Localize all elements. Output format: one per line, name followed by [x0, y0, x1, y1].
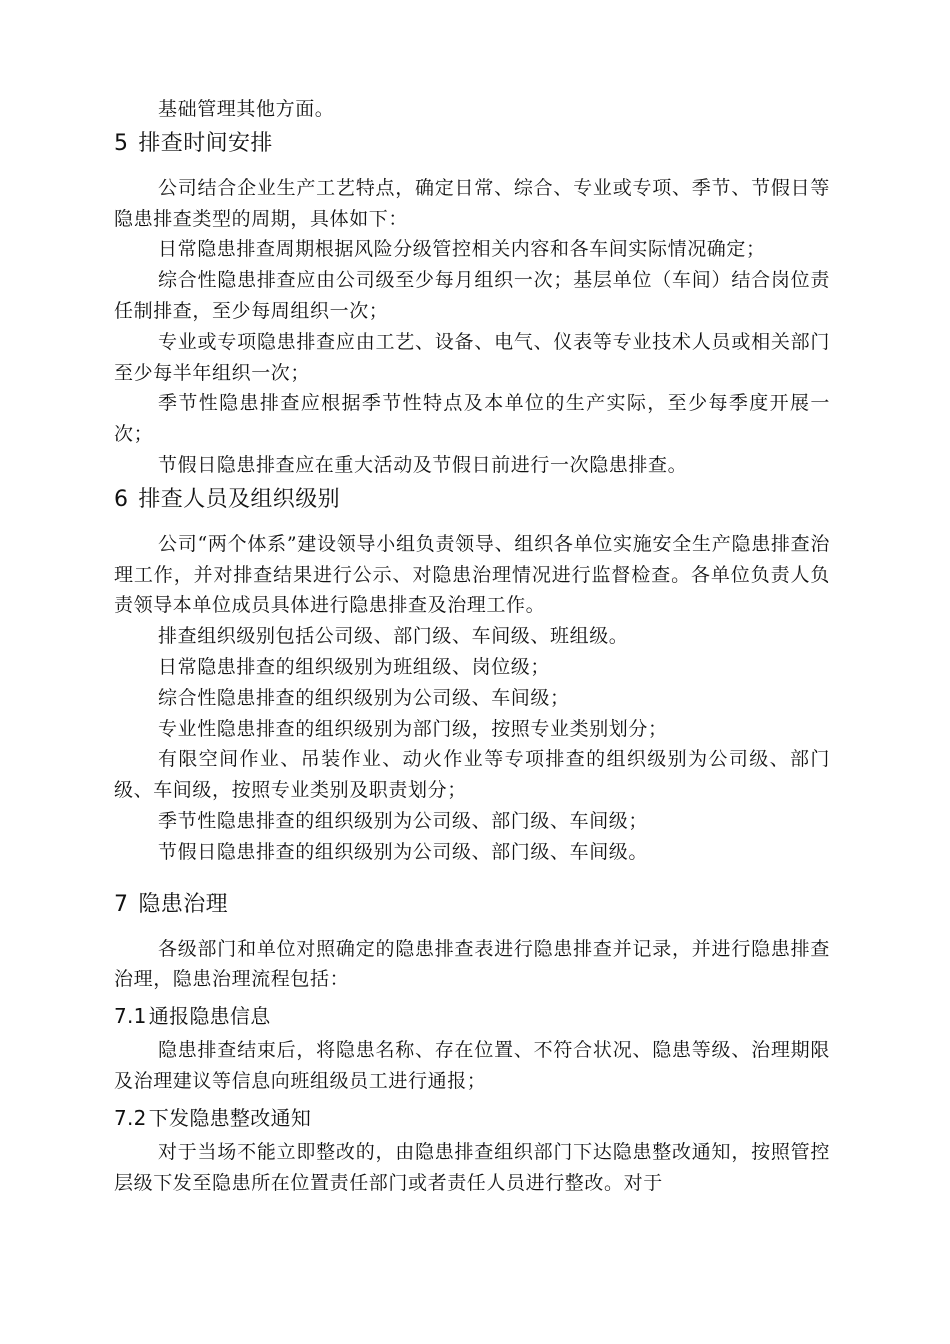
paragraph: 各级部门和单位对照确定的隐患排查表进行隐患排查并记录，并进行隐患排查治理，隐患治理流程包括：	[114, 937, 830, 991]
section-title: 隐患治理	[138, 891, 229, 917]
document-body	[114, 94, 830, 1198]
paragraph: 对于当场不能立即整改的，由隐患排查组织部门下达隐患整改通知，按照管控层级下发至隐患所在位置责任部门或者责任人员进行整改。对于	[114, 1140, 830, 1194]
paragraph: 公司“两个体系”建设领导小组负责领导、组织各单位实施安全生产隐患排查治理工作，并对排查结果进行公示、对隐患治理情况进行监督检查。各单位负责人负责领导本单位成员具体进行隐患排查及治理工作。	[114, 532, 830, 617]
paragraph: 节假日隐患排查的组织级别为公司级、部门级、车间级。	[158, 840, 649, 863]
paragraph: 有限空间作业、吊装作业、动火作业等专项排查的组织级别为公司级、部门级、车间级，按照专业类别及职责划分；	[114, 748, 830, 802]
subsection-7-2-heading	[114, 1103, 830, 1133]
section-5-heading	[114, 129, 830, 159]
section-7-heading	[114, 890, 830, 920]
section-number: 7	[114, 891, 129, 917]
paragraph: 专业性隐患排查的组织级别为部门级，按照专业类别划分；	[158, 717, 668, 740]
subsection-title: 通报隐患信息	[148, 1004, 271, 1029]
section-number: 5	[114, 130, 129, 156]
paragraph: 专业或专项隐患排查应由工艺、设备、电气、仪表等专业技术人员或相关部门至少每半年组织一次；	[114, 330, 830, 384]
paragraph: 隐患排查结束后，将隐患名称、存在位置、不符合状况、隐患等级、治理期限及治理建议等信息向班组级员工进行通报；	[114, 1039, 830, 1092]
paragraph: 基础管理其他方面。	[158, 98, 335, 120]
paragraph: 节假日隐患排查应在重大活动及节假日前进行一次隐患排查。	[158, 453, 688, 476]
subsection-number: 7.2	[114, 1105, 147, 1130]
subsection-title: 下发隐患整改通知	[148, 1105, 312, 1130]
subsection-7-1-heading	[114, 1001, 830, 1031]
section-title: 排查人员及组织级别	[138, 486, 341, 512]
paragraph: 日常隐患排查的组织级别为班组级、岗位级；	[158, 655, 551, 678]
paragraph: 日常隐患排查周期根据风险分级管控相关内容和各车间实际情况确定；	[158, 238, 766, 261]
paragraph: 综合性隐患排查应由公司级至少每月组织一次；基层单位（车间）结合岗位责任制排查，至少每周组织一次；	[114, 269, 830, 322]
paragraph: 公司结合企业生产工艺特点，确定日常、综合、专业或专项、季节、节假日等隐患排查类型的周期，具体如下：	[114, 176, 830, 230]
paragraph: 综合性隐患排查的组织级别为公司级、车间级；	[158, 686, 570, 709]
subsection-number: 7.1	[114, 1004, 147, 1029]
section-number: 6	[114, 486, 129, 512]
section-title: 排查时间安排	[138, 130, 273, 156]
paragraph: 季节性隐患排查应根据季节性特点及本单位的生产实际，至少每季度开展一次；	[114, 392, 830, 446]
section-6-heading	[114, 485, 830, 515]
paragraph: 季节性隐患排查的组织级别为公司级、部门级、车间级；	[158, 809, 649, 832]
paragraph: 排查组织级别包括公司级、部门级、车间级、班组级。	[158, 625, 629, 648]
